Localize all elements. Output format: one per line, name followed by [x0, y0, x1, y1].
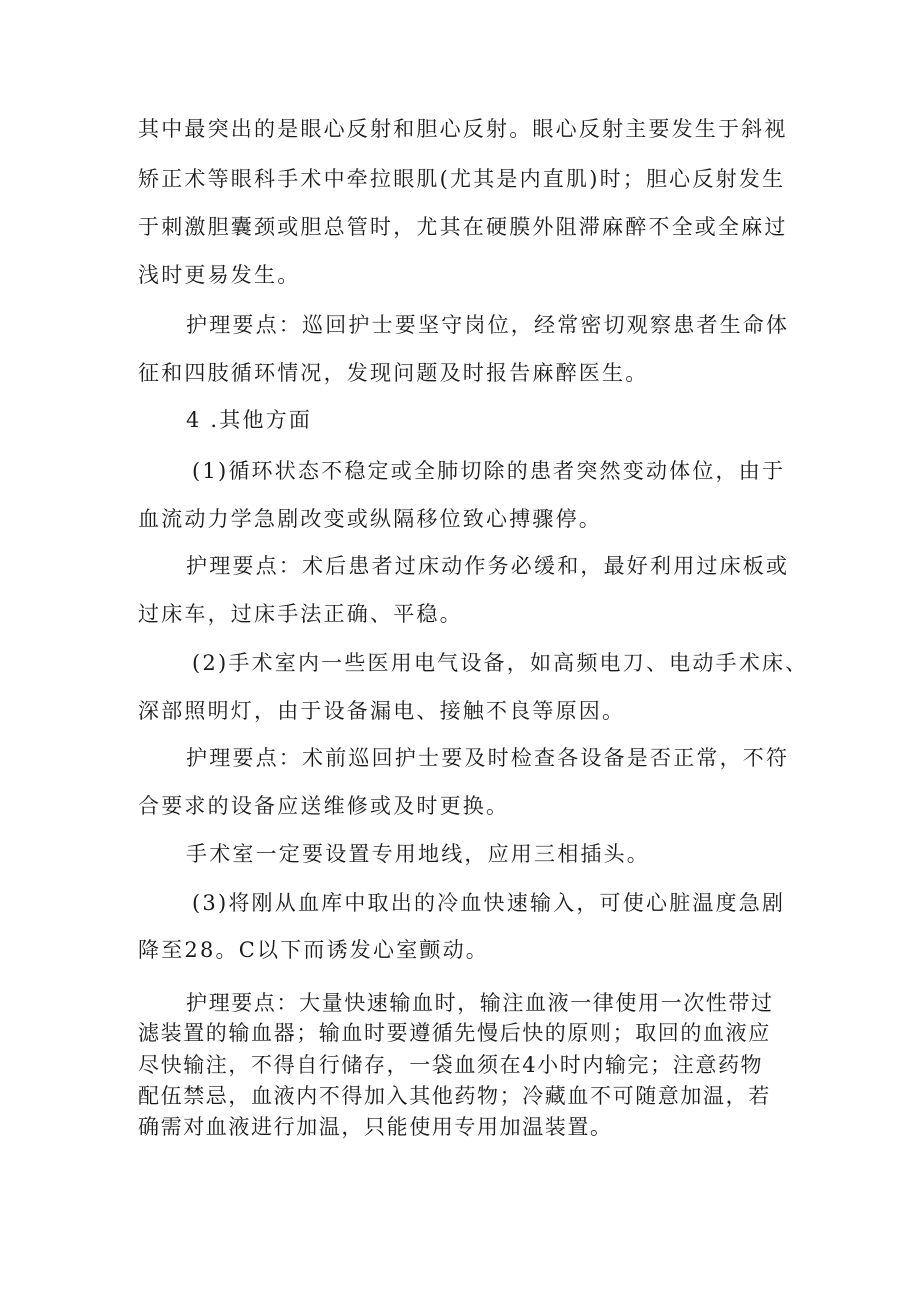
text-line-20: 滤装置的输血器；输血时要遵循先慢后快的原则；取回的血液应 [138, 1021, 771, 1045]
text-line-21: 尽快输注，不得自行储存，一袋血须在4小时内输完；注意药物 [138, 1053, 764, 1077]
text-line-22: 配伍禁忌，血液内不得加入其他药物；冷藏血不可随意加温，若 [138, 1084, 771, 1108]
text-line-1: 其中最突出的是眼心反射和胆心反射。眼心反射主要发生于斜视 [138, 117, 788, 141]
text-line-16: 手术室一定要设置专用地线，应用三相插头。 [186, 842, 650, 866]
text-line-5: 护理要点：巡回护士要坚守岗位，经常密切观察患者生命体 [186, 313, 790, 337]
section-heading: 4 .其他方面 [186, 408, 313, 432]
text-line-15: 合要求的设备应送维修或及时更换。 [138, 794, 510, 818]
text-line-14: 护理要点：术前巡回护士要及时检查各设备是否正常，不符 [186, 746, 790, 770]
text-line-9: 血流动力学急剧改变或纵隔移位致心搏骤停。 [138, 507, 602, 531]
text-line-6: 征和四肢循环情况，发现问题及时报告麻醉医生。 [138, 361, 649, 385]
text-line-19: 护理要点：大量快速输血时，输注血液一律使用一次性带过 [186, 991, 774, 1015]
text-line-17: (3)将刚从血库中取出的冷血快速输入，可使心脏温度急剧 [192, 891, 786, 915]
text-line-3: 于刺激胆囊颈或胆总管时，尤其在硬膜外阻滞麻醉不全或全麻过 [138, 215, 788, 239]
text-line-23: 确需对血液进行加温，只能使用专用加温装置。 [138, 1115, 613, 1139]
text-line-8: (1)循环状态不稳定或全肺切除的患者突然变动体位，由于 [192, 459, 786, 483]
text-line-18: 降至28。C以下而诱发心室颤动。 [138, 938, 489, 962]
text-line-13: 深部照明灯，由于设备漏电、接触不良等原因。 [138, 699, 626, 723]
text-line-2: 矫正术等眼科手术中牵拉眼肌(尤其是内直肌)时；胆心反射发生 [138, 167, 786, 191]
text-line-4: 浅时更易发生。 [138, 263, 301, 287]
text-line-11: 过床车，过床手法正确、平稳。 [138, 602, 463, 626]
text-line-10: 护理要点：术后患者过床动作务必缓和，最好利用过床板或 [186, 554, 790, 578]
text-line-12: (2)手术室内一些医用电气设备，如高频电刀、电动手术床、 [192, 651, 809, 675]
